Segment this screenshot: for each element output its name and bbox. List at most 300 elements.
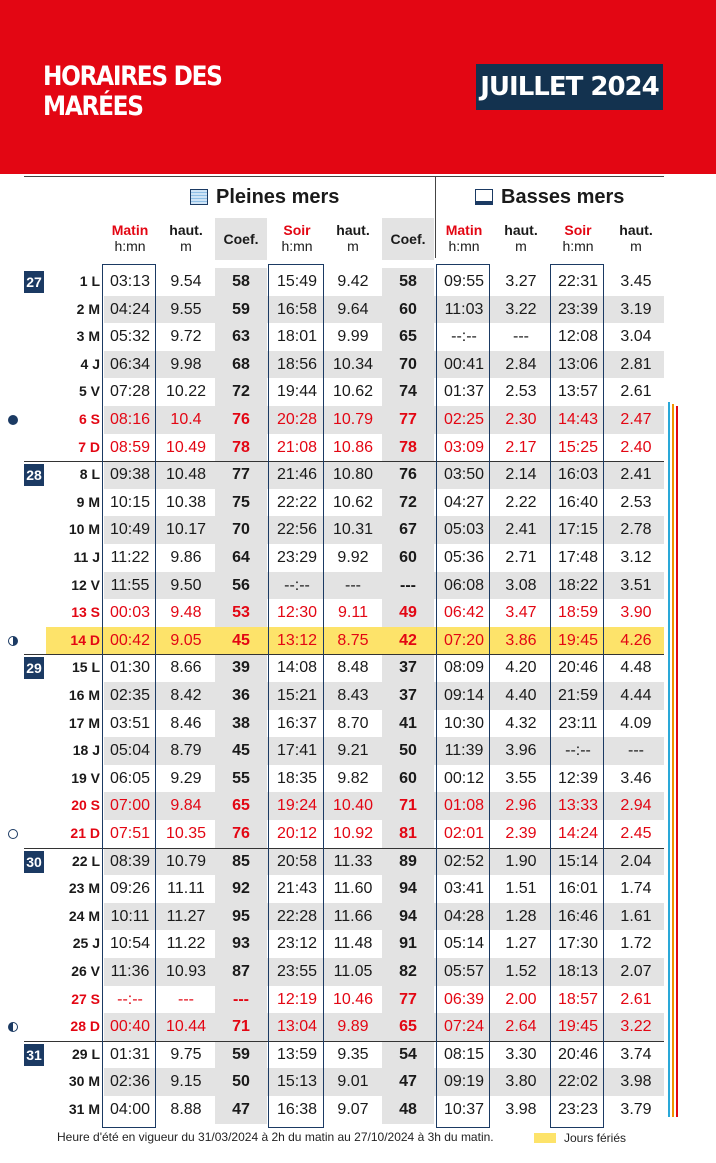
cell-lsh: 3.51 [620,576,652,594]
cell-lsh: 3.45 [620,273,652,290]
cell-ls: 13:06 [557,355,599,373]
cell-hs: 19:44 [276,383,318,401]
cell-ls: 13:33 [557,797,599,815]
cell-hm: 00:03 [109,604,151,622]
cell-lmh: 3.98 [505,1101,537,1118]
cell-lsh: 3.79 [620,1101,652,1118]
cell-lm: 07:20 [443,631,485,649]
cell-hm: 00:40 [109,1018,151,1036]
cell-lmh: 3.96 [505,742,537,760]
cell-hs: 18:56 [276,355,318,373]
cell-hmc: 45 [232,742,250,760]
cell-hmh: 8.46 [170,714,202,732]
cell-hmh: 8.88 [170,1101,202,1118]
cell-hm: 03:13 [109,273,151,290]
cell-hsh: 11.60 [333,880,373,898]
cell-hsh: 9.11 [338,604,368,622]
day-label: 12 V [71,576,100,593]
cell-hsh: 9.21 [337,742,369,760]
cell-lmh: 2.17 [505,438,537,456]
column-frame [102,264,156,1128]
cell-lsh: 1.74 [620,880,652,898]
cell-hs: 16:37 [276,714,318,732]
header-soir-low: Soir h:mn [562,222,594,254]
cell-hmh: 9.15 [170,1073,202,1091]
cell-lsh: 2.40 [620,438,652,456]
cell-hm: 02:35 [109,687,151,704]
cell-hmc: --- [233,990,249,1008]
day-label: 9 M [76,493,100,510]
cell-ls: 19:45 [557,1018,599,1036]
header-matin-high: Matin h:mn [111,222,149,254]
cell-lsh: 3.19 [620,300,652,318]
cell-hmh: 10.49 [165,438,207,456]
cell-ls: 17:48 [557,549,599,566]
cell-hsc: 71 [399,797,417,815]
cell-hs: 15:49 [276,273,318,290]
cell-hsc: 67 [399,521,417,539]
cell-hmc: 68 [232,355,250,373]
cell-lm: 01:37 [443,383,485,401]
header-height-soir-low: haut. m [619,222,653,254]
cell-lsh: 3.98 [620,1073,652,1091]
cell-ls: 15:14 [557,852,599,870]
header-soir-high: Soir h:mn [281,222,313,254]
cell-lm: 10:30 [443,714,485,732]
cell-hs: 21:43 [276,880,318,898]
cell-lmh: 1.27 [505,935,537,953]
cell-hs: 22:28 [276,907,318,925]
cell-hmh: 10.44 [165,1018,207,1036]
cell-hsc: 77 [399,990,417,1008]
cell-hm: 04:24 [109,300,151,318]
cell-hm: 07:51 [109,825,151,842]
cell-hm: 06:34 [109,355,151,373]
cell-lmh: 4.20 [505,659,537,677]
header-matin-low: Matin h:mn [445,222,483,254]
day-label: 14 D [70,631,100,648]
day-label: 1 L [79,273,100,289]
cell-hs: --:-- [284,576,310,594]
cell-hsc: 76 [399,466,417,484]
cell-lmh: 2.71 [505,549,537,566]
header-height-soir-high: haut. m [336,222,370,254]
day-label: 25 J [72,935,100,952]
cell-hm: 05:04 [109,742,151,760]
cell-hmc: 45 [232,631,250,649]
cell-hs: 12:19 [276,990,318,1008]
cell-lmh: 3.86 [505,631,537,649]
cell-ls: 13:57 [557,383,599,401]
cell-hm: 07:28 [109,383,151,401]
cell-ls: 22:31 [557,273,599,290]
cell-lm: 03:09 [443,438,485,456]
cell-hsc: 78 [399,438,417,456]
cell-hs: 12:30 [276,604,318,622]
cell-hsh: 8.75 [337,631,369,649]
cell-lsh: 2.04 [620,852,652,870]
cell-hsh: 9.89 [337,1018,369,1036]
cell-hm: 11:36 [110,963,150,980]
cell-hsc: 60 [399,769,417,787]
cell-hsh: 11.33 [333,852,373,870]
cell-hmc: 92 [232,880,250,898]
cell-hmc: 72 [232,383,250,401]
cell-hsc: 65 [399,328,417,346]
cell-lm: 10:37 [443,1101,485,1118]
cell-hsh: 10.79 [332,411,374,428]
cell-hsh: 9.92 [337,549,369,566]
cell-hsh: 10.62 [332,493,374,511]
cell-hs: 15:21 [276,687,318,704]
cell-ls: 14:43 [557,411,599,428]
cell-ls: 23:23 [557,1101,599,1118]
cell-ls: 17:15 [557,521,599,539]
cell-lmh: 2.39 [505,825,537,842]
cell-lmh: 3.80 [505,1073,537,1091]
cell-hsh: --- [345,576,361,594]
cell-lmh: 3.08 [505,576,537,594]
day-label: 29 L [71,1045,100,1062]
cell-lm: 00:41 [443,355,485,373]
cell-lm: 05:36 [443,549,485,566]
cell-hsc: 65 [399,1018,417,1036]
cell-lm: 05:03 [443,521,485,539]
cell-lsh: 2.94 [620,797,652,815]
cell-lsh: 4.09 [620,714,652,732]
cell-lsh: 4.44 [620,687,652,704]
cell-lm: 03:41 [443,880,485,898]
cell-hs: 21:08 [276,438,318,456]
cell-lm: 06:08 [443,576,485,594]
cell-lmh: 2.14 [505,466,537,484]
cell-hmh: 10.79 [165,852,207,870]
cell-hm: 11:55 [110,576,150,594]
cell-hsh: 10.92 [332,825,374,842]
cell-ls: 23:39 [557,300,599,318]
cell-hmh: 10.17 [165,521,207,539]
cell-hs: 19:24 [276,797,318,815]
cell-lmh: 1.28 [505,907,537,925]
day-label: 7 D [78,438,100,455]
cell-lsh: 2.45 [620,825,652,842]
cell-hmh: 10.93 [165,963,207,980]
cell-ls: 14:24 [557,825,599,842]
new-moon-icon [8,415,18,425]
cell-lm: 06:42 [443,604,485,622]
cell-hmc: 76 [232,411,250,428]
cell-hm: 09:38 [109,466,151,484]
cell-ls: 12:08 [557,328,599,346]
cell-hs: 13:04 [276,1018,318,1036]
cell-hmh: 8.42 [170,687,202,704]
cell-hmc: 38 [232,714,250,732]
cell-hsc: 60 [399,549,417,566]
cell-hmh: 10.38 [165,493,207,511]
month-badge: JUILLET 2024 [476,64,663,110]
cell-hs: 21:46 [276,466,318,484]
footer-note: Heure d'été en vigueur du 31/03/2024 à 2h du matin au 27/10/2024 à 3h du matin. [57,1130,494,1144]
cell-hsh: 10.62 [332,383,374,401]
day-label: 10 M [68,521,100,538]
cell-hmh: 9.55 [170,300,202,318]
section-low-tides: Basses mers [475,185,624,209]
cell-lsh: 2.47 [620,411,652,428]
cell-ls: 22:02 [557,1073,599,1091]
cell-hm: 10:11 [110,907,150,925]
cell-hsc: 42 [399,631,417,649]
side-stripe [676,406,678,1117]
cell-lm: 09:55 [443,273,485,290]
cell-hmh: 9.48 [170,604,202,622]
cell-hs: 23:12 [276,935,318,953]
section-high-tides: Pleines mers [190,185,339,209]
cell-lm: 11:03 [444,300,484,318]
day-label: 30 M [68,1073,100,1090]
side-stripe [668,402,670,1117]
day-label: 6 S [78,411,100,427]
cell-hmh: 9.72 [170,328,202,346]
cell-hsc: 47 [399,1073,417,1091]
legend-holidays: Jours fériés [534,1131,626,1145]
cell-hsh: 10.80 [332,466,374,484]
cell-hs: 20:28 [276,411,318,428]
column-frame [436,264,490,1128]
cell-ls: 16:03 [557,466,599,484]
cell-hmh: 9.29 [170,769,202,787]
cell-hsc: 74 [399,383,417,401]
cell-hsh: 9.82 [337,769,369,787]
cell-lm: 02:25 [443,411,485,428]
day-label: 28 D [70,1018,100,1035]
cell-hs: 20:58 [276,852,318,870]
cell-lmh: 3.27 [505,273,537,290]
cell-hsh: 10.34 [332,355,374,373]
cell-hm: 04:00 [109,1101,151,1118]
cell-hm: 08:16 [109,411,151,428]
cell-hmh: 10.4 [170,411,202,428]
cell-hs: 23:29 [276,549,318,566]
column-frame [550,264,604,1128]
cell-ls: 18:22 [557,576,599,594]
cell-hmh: 9.98 [170,355,202,373]
cell-lsh: 2.07 [620,963,652,980]
cell-lmh: 3.22 [505,300,537,318]
day-label: 18 J [72,742,100,759]
cell-hmh: 11.11 [167,880,205,898]
cell-hsh: 9.99 [337,328,369,346]
holiday-swatch [534,1133,556,1143]
cell-hsh: 11.66 [333,907,373,925]
cell-hm: 06:05 [109,769,151,787]
cell-hm: 08:59 [109,438,151,456]
page-title: HORAIRES DES MARÉES [43,61,222,122]
cell-hsh: 9.64 [337,300,369,318]
day-label: 22 L [71,852,100,869]
cell-lmh: 2.22 [505,493,537,511]
day-label: 24 M [68,907,100,924]
cell-lm: 08:09 [443,659,485,677]
cell-lsh: 2.78 [620,521,652,539]
cell-hmh: 9.84 [170,797,202,815]
cell-lm: 03:50 [443,466,485,484]
cell-hm: 09:26 [109,880,151,898]
cell-hmc: 70 [232,521,250,539]
cell-lmh: 1.52 [505,963,537,980]
cell-hs: 13:59 [276,1045,318,1063]
cell-hmc: 95 [232,907,250,925]
cell-hs: 15:13 [276,1073,318,1091]
cell-hmc: 47 [232,1101,250,1118]
low-tide-icon [475,189,493,205]
cell-lmh: 1.51 [505,880,537,898]
cell-hmc: 87 [232,963,250,980]
cell-lsh: 2.61 [620,990,652,1008]
cell-lsh: 3.22 [620,1018,652,1036]
high-tide-icon [190,189,208,205]
header-coef-soir: Coef. [382,218,434,260]
cell-hs: 14:08 [276,659,318,677]
cell-lsh: 4.48 [620,659,652,677]
cell-ls: 16:46 [557,907,599,925]
full-moon-icon [8,829,18,839]
cell-hmh: 10.35 [165,825,207,842]
cell-hsh: 9.35 [337,1045,369,1063]
day-label: 4 J [80,355,100,372]
cell-hmc: 50 [232,1073,250,1091]
column-frame [268,264,324,1128]
day-label: 11 J [73,549,100,565]
cell-hmh: 8.79 [170,742,202,760]
cell-hsc: 37 [399,687,417,704]
cell-hs: 16:58 [276,300,318,318]
cell-lsh: 3.46 [620,769,652,787]
day-label: 3 M [76,328,100,345]
cell-lm: 07:24 [443,1018,485,1036]
cell-hm: --:-- [117,990,143,1008]
cell-lsh: 2.53 [620,493,652,511]
cell-hs: 20:12 [276,825,318,842]
cell-ls: 18:59 [557,604,599,622]
cell-hmh: 8.66 [170,659,202,677]
cell-lmh: 1.90 [505,852,537,870]
cell-lsh: 3.90 [620,604,652,622]
cell-hs: 22:56 [276,521,318,539]
cell-hs: 22:22 [276,493,318,511]
cell-hsh: 10.86 [332,438,374,456]
cell-lm: 02:52 [443,852,485,870]
cell-lsh: 1.72 [620,935,652,953]
cell-hm: 07:00 [109,797,151,815]
day-label: 26 V [71,963,100,979]
cell-lm: 01:08 [443,797,485,815]
cell-hmh: 10.48 [165,466,207,484]
cell-ls: 17:30 [557,935,599,953]
cell-hmc: 59 [232,1045,250,1063]
cell-ls: 18:57 [557,990,599,1008]
day-label: 31 M [68,1101,100,1117]
cell-hm: 01:30 [109,659,151,677]
cell-lm: 05:14 [443,935,485,953]
cell-hmc: 55 [232,769,250,787]
day-label: 20 S [71,797,100,814]
cell-hs: 23:55 [276,963,318,980]
cell-hmh: 9.75 [170,1045,202,1063]
header-height-matin-high: haut. m [169,222,203,254]
cell-hmc: 59 [232,300,250,318]
cell-hm: 05:32 [109,328,151,346]
cell-ls: 19:45 [557,631,599,649]
cell-hm: 08:39 [109,852,151,870]
day-label: 2 M [76,300,100,317]
cell-hsc: 37 [399,659,417,677]
day-label: 13 S [71,604,100,621]
cell-hs: 17:41 [276,742,318,760]
cell-hs: 13:12 [276,631,318,649]
cell-ls: --:-- [565,742,591,760]
cell-lmh: --- [513,328,529,346]
cell-hsc: 89 [399,852,417,870]
cell-hmh: 11.22 [166,935,206,953]
section-divider [435,176,436,258]
week-number: 28 [24,464,44,486]
cell-hsc: 50 [399,742,417,760]
cell-lm: 08:15 [443,1045,485,1063]
cell-hmc: 53 [232,604,250,622]
cell-ls: 12:39 [557,769,599,787]
cell-hsc: 77 [399,411,417,428]
cell-hmh: 9.54 [170,273,202,290]
cell-hmc: 85 [232,852,250,870]
cell-hmc: 36 [232,687,250,704]
cell-ls: 18:13 [557,963,599,980]
day-label: 8 L [79,466,100,483]
cell-lsh: 4.26 [620,631,652,649]
cell-lm: 05:57 [443,963,485,980]
cell-hm: 10:49 [109,521,151,539]
cell-lm: 04:27 [443,493,485,511]
cell-lsh: --- [628,742,644,760]
cell-lsh: 2.61 [620,383,652,401]
cell-lmh: 4.40 [505,687,537,704]
cell-hs: 18:35 [276,769,318,787]
cell-hsc: 49 [399,604,417,622]
cell-ls: 16:01 [557,880,599,898]
cell-hsc: 82 [399,963,417,980]
cell-hm: 01:31 [109,1045,151,1063]
day-label: 19 V [71,769,100,786]
week-number: 27 [24,271,44,293]
cell-hsc: 54 [399,1045,417,1063]
cell-hsh: 8.70 [337,714,369,732]
cell-hmh: 9.05 [170,631,202,649]
cell-ls: 20:46 [557,1045,599,1063]
cell-ls: 21:59 [557,687,599,704]
cell-hmh: 10.22 [165,383,207,401]
cell-lmh: 2.84 [505,355,537,373]
cell-hmc: 63 [232,328,250,346]
cell-hm: 10:15 [109,493,151,511]
cell-hmh: 11.27 [166,907,206,925]
cell-hsc: 94 [399,880,417,898]
cell-hmh: --- [178,990,194,1008]
cell-lm: 06:39 [443,990,485,1008]
week-number: 30 [24,851,44,873]
cell-hm: 11:22 [110,549,150,566]
cell-hmc: 65 [232,797,250,815]
cell-hmh: 9.50 [170,576,202,594]
cell-hsh: 9.07 [337,1101,369,1118]
